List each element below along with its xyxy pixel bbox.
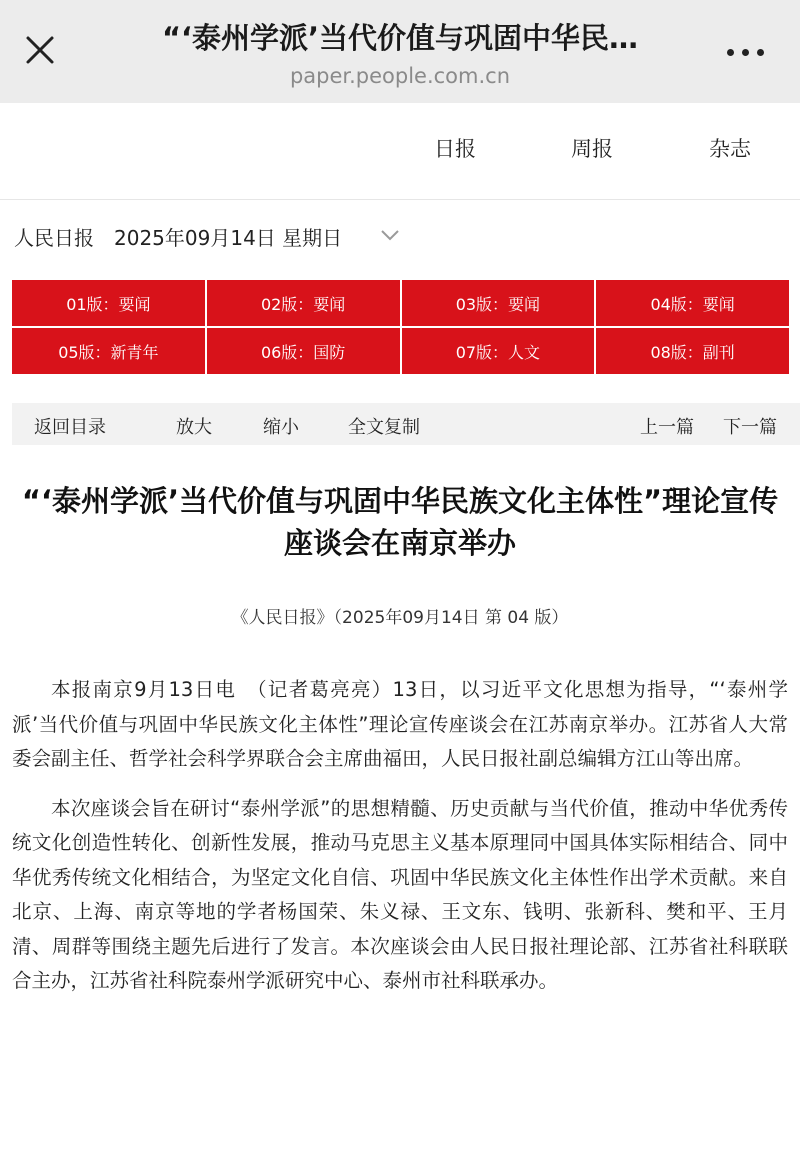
edition-03[interactable]: 03版：要闻	[402, 280, 595, 326]
edition-07[interactable]: 07版：人文	[402, 328, 595, 374]
article-paragraph-1: 本报南京9月13日电 （记者葛亮亮）13日，以习近平文化思想为指导，“‘泰州学派’当代价值与巩固中华民族文化主体性”理论宣传座谈会在江苏南京举办。江苏省人大常委会副主任、哲学社会科学界联合会主席曲福田，人民日报社副总编辑方江山等出席。	[12, 678, 788, 770]
copy-all-button[interactable]: 全文复制	[348, 417, 420, 438]
title-block	[90, 14, 710, 90]
page-title: “‘泰州学派’当代价值与巩固中华民…	[161, 21, 639, 55]
edition-grid	[12, 280, 789, 374]
close-icon[interactable]	[20, 30, 60, 70]
edition-02[interactable]: 02版：要闻	[207, 280, 400, 326]
article-body	[12, 673, 788, 1014]
chevron-down-icon[interactable]	[378, 226, 402, 244]
article-toolbar	[12, 403, 800, 445]
edition-05[interactable]: 05版：新青年	[12, 328, 205, 374]
next-article-button[interactable]: 下一篇	[723, 417, 777, 438]
article-paragraph-2: 本次座谈会旨在研讨“泰州学派”的思想精髓、历史贡献与当代价值，推动中华优秀传统文化创造性转化、创新性发展，推动马克思主义基本原理同中国具体实际相结合、同中华优秀传统文化相结合，为坚定文化自信、巩固中华民族文化主体性作出学术贡献。来自北京、上海、南京等地的学者杨国荣、朱义禄、王文东、钱明、张新科、樊和平、王月清、周群等围绕主题先后进行了发言。本次座谈会由人民日报社理论部、江苏省社科联联合主办，江苏省社科院泰州学派研究中心、泰州市社科联承办。	[12, 796, 788, 992]
article-source: 《人民日报》（2025年09月14日 第 04 版）	[231, 608, 569, 628]
edition-04[interactable]: 04版：要闻	[596, 280, 789, 326]
article-title: “‘泰州学派’当代价值与巩固中华民族文化主体性”理论宣传座谈会在南京举办	[21, 484, 779, 560]
page-url: paper.people.com.cn	[289, 64, 511, 88]
tab-daily[interactable]: 日报	[434, 137, 476, 161]
publication-nav	[0, 103, 800, 200]
browser-top-bar	[0, 0, 800, 103]
prev-article-button[interactable]: 上一篇	[640, 417, 694, 438]
edition-01[interactable]: 01版：要闻	[12, 280, 205, 326]
zoom-out-button[interactable]: 缩小	[263, 417, 299, 438]
zoom-in-button[interactable]: 放大	[176, 417, 212, 438]
more-menu-icon[interactable]	[722, 38, 768, 66]
date-selector-label[interactable]: 人民日报 2025年09月14日 星期日	[14, 226, 343, 250]
tab-magazine[interactable]: 杂志	[709, 137, 751, 161]
tab-weekly[interactable]: 周报	[571, 137, 613, 161]
edition-08[interactable]: 08版：副刊	[596, 328, 789, 374]
back-to-index-button[interactable]: 返回目录	[34, 417, 106, 438]
edition-06[interactable]: 06版：国防	[207, 328, 400, 374]
